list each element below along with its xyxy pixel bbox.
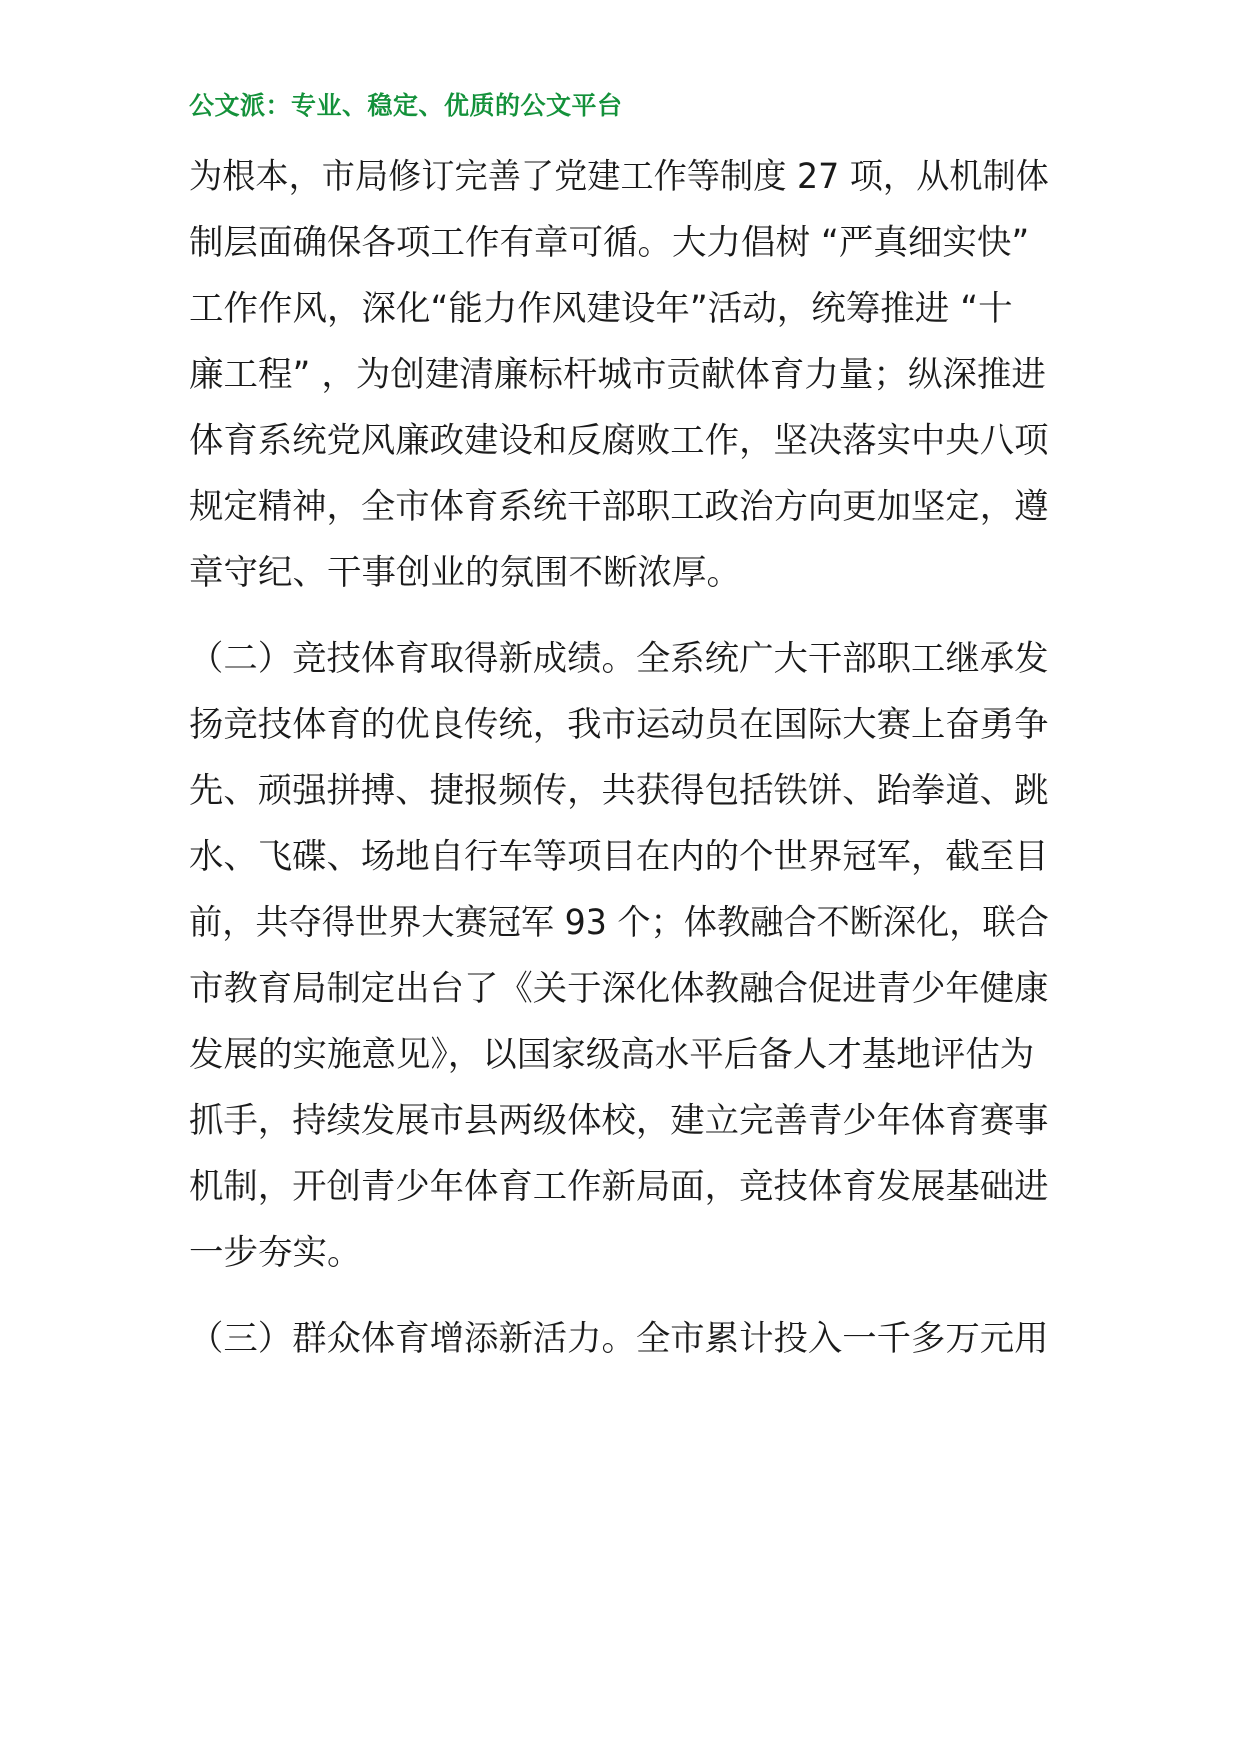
paragraph-1-line-2: 制层面确保各项工作有章可循。大力倡树 “严真细实快”	[189, 223, 1030, 263]
document-header: 公文派：专业、稳定、优质的公文平台	[189, 91, 623, 120]
paragraph-2-line-4: 水、飞碟、场地自行车等项目在内的个世界冠军，截至目	[189, 837, 1049, 877]
paragraph-2-line-6: 市教育局制定出台了《关于深化体教融合促进青少年健康	[189, 969, 1049, 1009]
paragraph-3-line-1: （三）群众体育增添新活力。全市累计投入一千多万元用	[189, 1319, 1049, 1359]
paragraph-2-line-3: 先、顽强拼搏、捷报频传，共获得包括铁饼、跆拳道、跳	[189, 771, 1049, 811]
paragraph-2-line-10: 一步夯实。	[189, 1233, 362, 1273]
paragraph-1-line-5: 体育系统党风廉政建设和反腐败工作，坚决落实中央八项	[189, 421, 1049, 461]
paragraph-2-line-7: 发展的实施意见》，以国家级高水平后备人才基地评估为	[189, 1035, 1035, 1075]
paragraph-1-line-7: 章守纪、干事创业的氛围不断浓厚。	[189, 553, 741, 593]
paragraph-1-line-1: 为根本，市局修订完善了党建工作等制度 27 项，从机制体	[189, 157, 1049, 197]
paragraph-1-line-6: 规定精神，全市体育系统干部职工政治方向更加坚定，遵	[189, 487, 1049, 527]
paragraph-2-line-5: 前，共夺得世界大赛冠军 93 个；体教融合不断深化，联合	[189, 903, 1049, 943]
paragraph-1-line-4: 廉工程” ，为创建清廉标杆城市贡献体育力量；纵深推进	[189, 355, 1046, 395]
paragraph-2-line-9: 机制，开创青少年体育工作新局面，竞技体育发展基础进	[189, 1167, 1049, 1207]
paragraph-2-line-2: 扬竞技体育的优良传统，我市运动员在国际大赛上奋勇争	[189, 705, 1049, 745]
paragraph-2-line-8: 抓手，持续发展市县两级体校，建立完善青少年体育赛事	[189, 1101, 1049, 1141]
paragraph-2-line-1: （二）竞技体育取得新成绩。全系统广大干部职工继承发	[189, 639, 1049, 679]
paragraph-1-line-3: 工作作风，深化“能力作风建设年”活动，统筹推进 “十	[189, 289, 1013, 329]
